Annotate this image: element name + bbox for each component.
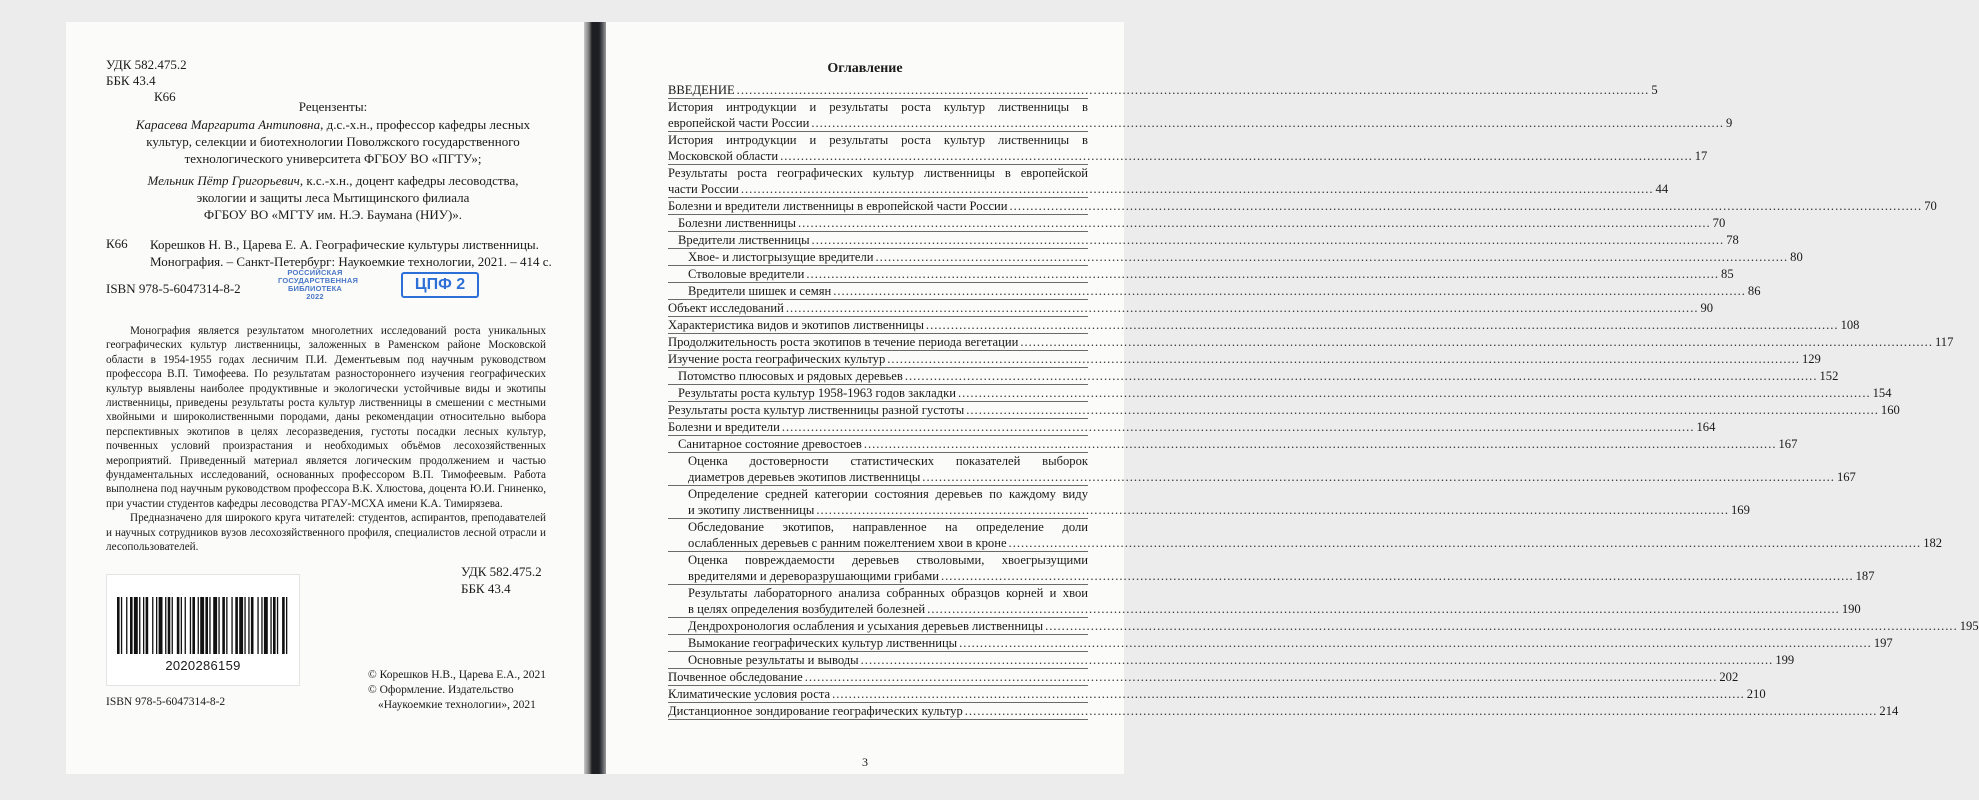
copyright-line: © Оформление. Издательство [368, 684, 514, 696]
toc-entry [668, 368, 1839, 385]
barcode-bar [130, 597, 133, 654]
abstract [106, 324, 546, 555]
toc-page-number: 190 [1841, 602, 1861, 616]
reviewer-2-name: Мельник Пётр Григорьевич [147, 173, 300, 188]
toc-leader-dots: ............................................................................................................................................................................................................................ [927, 602, 1840, 616]
toc-leader-dots: ............................................................................................................................................................................................................................ [1020, 335, 1933, 349]
toc-entry [668, 519, 1943, 552]
toc-leader-dots: ............................................................................................................................................................................................................................ [832, 687, 1745, 701]
toc-entry-text: Дендрохронология ослабления и усыхания деревьев лиственницы [688, 619, 1044, 633]
author-mark: К66 [154, 89, 176, 104]
toc-entry-text: Болезни и вредители лиственницы в европейской части России [668, 199, 1008, 213]
barcode-bar [121, 597, 122, 654]
barcode-bar [181, 597, 182, 654]
toc-leader-dots: ............................................................................................................................................................................................................................ [804, 670, 1718, 684]
toc-entry-text: Хвое- и листогрызущие вредители [688, 250, 874, 264]
barcode-bar [177, 597, 180, 654]
catalog-line-1: Корешков Н. В., Царева Е. А. Географические культуры лиственницы. [150, 237, 539, 252]
toc-entry-text: в целях определения возбудителей болезней [688, 602, 926, 616]
toc-entry-text: Болезни и вредители [668, 420, 780, 434]
toc-page-number: 117 [1934, 335, 1954, 349]
toc-entry-text: Вредители лиственницы [678, 233, 810, 247]
toc-entry-text: Почвенное обследование [668, 670, 803, 684]
reviewers-title: Рецензенты: [298, 99, 368, 114]
toc-entry [668, 486, 1750, 519]
udk-block-bottom [461, 563, 542, 597]
toc-leader-dots: ............................................................................................................................................................................................................................ [1009, 199, 1923, 213]
toc-title: Оглавление [827, 61, 903, 76]
library-stamp-line: РОССИЙСКАЯ [287, 268, 343, 277]
barcode-bar [248, 597, 249, 654]
right-page [606, 22, 1979, 774]
table-of-contents [668, 82, 1979, 720]
toc-entry-text: Результаты роста культур 1958-1963 годов закладки [678, 386, 956, 400]
toc-entry-text: Оценка повреждаемости деревьев стволовыми, хвоегрызущими [688, 553, 1088, 567]
reviewer-2 [102, 172, 564, 223]
toc-page-number: 154 [1872, 386, 1892, 400]
bbk-code: ББК 43.4 [461, 581, 511, 596]
barcode-bar [143, 597, 144, 654]
toc-entry [668, 99, 1733, 132]
reviewer-1-line-3: технологического университета ФГБОУ ВО «ПГТУ»; [184, 151, 482, 166]
toc-entry [668, 82, 1658, 99]
toc-entry [668, 232, 1739, 249]
toc-leader-dots: ............................................................................................................................................................................................................................ [816, 503, 1729, 517]
toc-page-number: 202 [1719, 670, 1739, 684]
abstract-paragraph-1: Монография является результатом многолетних исследований роста уникальных географических культур лиственницы, заложенных в Раменском районе Московской области в 1954-1955 годах лесничим П.И. Дементьевым под научным руководством профессора В.П. Тимофеева. По результатам разностороннего изучения географических культур выявлены наиболее продуктивные и экологически устойчивые виды и экотипы лиственницы, приведены результаты роста культур лиственницы в смешении с местными хвойными и широколиственными породами, даны рекомендации относительно выбора перспективных экотипов в целях лесоразведения, густоты посадки лесных культур, почвенных условий произрастания и необходимых объёмов лесохозяйственных мероприятий. Приведенный материал является логическим продолжением и частью фундаментальных исследований, основанных профессором В.П. Тимофеевым. Работа выполнена под научным руководством профессора В.К. Хлюстова, доцента Ю.И. Гниненко, при участии студентов кафедры лесоводства РГАУ-МСХА имени К.А. Тимирязева. [106, 325, 546, 510]
toc-leader-dots: ............................................................................................................................................................................................................................ [957, 386, 1871, 400]
reviewer-1-line-1: , д.с.-х.н., профессор кафедры лесных [320, 117, 531, 132]
toc-entry [668, 686, 1766, 703]
toc-entry-text: Характеристика видов и экотипов лиственницы [668, 318, 924, 332]
isbn-bottom: ISBN 978-5-6047314-8-2 [106, 696, 226, 708]
udk-code: УДК 582.475.2 [106, 57, 187, 72]
reviewer-1 [102, 116, 564, 167]
barcode-bar [205, 597, 208, 654]
toc-leader-dots: ............................................................................................................................................................................................................................ [964, 704, 1878, 718]
toc-entry [668, 419, 1716, 436]
toc-entry [668, 215, 1726, 232]
barcode-bar [168, 597, 171, 654]
toc-entry-text: Дистанционное зондирование географических культур [668, 704, 963, 718]
toc-entry [668, 351, 1821, 368]
barcode-bar [226, 597, 227, 654]
toc-entry [668, 165, 1669, 198]
barcode-bar [156, 597, 157, 654]
toc-entry [668, 669, 1739, 686]
barcode-bar [192, 597, 195, 654]
toc-leader-dots: ............................................................................................................................................................................................................................ [863, 437, 1777, 451]
toc-entry [668, 635, 1893, 652]
barcode-bar [264, 597, 268, 654]
toc-page-number: 214 [1879, 704, 1899, 718]
catalog-entry [150, 236, 552, 270]
toc-entry-text: Объект исследований [668, 301, 784, 315]
barcode-bar [218, 597, 219, 654]
barcode-bar [270, 597, 271, 654]
toc-leader-dots: ............................................................................................................................................................................................................................ [736, 83, 1650, 97]
barcode-bar [117, 597, 120, 654]
library-stamp-line: БИБЛИОТЕКА [287, 284, 343, 293]
toc-leader-dots: ............................................................................................................................................................................................................................ [922, 470, 1835, 484]
toc-entry [668, 300, 1714, 317]
barcode-bar [185, 597, 186, 654]
barcode-bar [200, 597, 204, 654]
toc-entry-text: Обследование экотипов, направленное на определение доли [688, 520, 1088, 534]
toc-leader-dots: ............................................................................................................................................................................................................................ [1008, 536, 1922, 550]
toc-entry [668, 334, 1954, 351]
toc-entry-text: Вредители шишек и семян [688, 284, 832, 298]
barcode-bar [277, 597, 278, 654]
left-page [66, 22, 584, 774]
barcode-bar [235, 597, 238, 654]
toc-page-number: 9 [1725, 116, 1733, 130]
toc-leader-dots: ............................................................................................................................................................................................................................ [887, 352, 1800, 366]
toc-entry-text: Продолжительность роста экотипов в течение периода вегетации [668, 335, 1019, 349]
barcode-bar [172, 597, 173, 654]
toc-entry-text: и экотипу лиственницы [688, 503, 815, 517]
toc-entry-text: Болезни лиственницы [678, 216, 796, 230]
toc-entry [668, 317, 1860, 334]
toc-page-number: 86 [1747, 284, 1761, 298]
toc-leader-dots: ............................................................................................................................................................................................................................ [780, 149, 1693, 163]
toc-page-number: 152 [1819, 369, 1839, 383]
toc-leader-dots: ............................................................................................................................................................................................................................ [860, 653, 1774, 667]
toc-page-number: 44 [1655, 182, 1669, 196]
toc-entry [668, 402, 1900, 419]
library-stamp-line: 2022 [306, 292, 324, 301]
copyright-line: © Корешков Н.В., Царева Е.А., 2021 [368, 669, 547, 681]
toc-leader-dots: ............................................................................................................................................................................................................................ [798, 216, 1711, 230]
toc-entry [668, 283, 1761, 300]
toc-entry-text: Потомство плюсовых и рядовых деревьев [678, 369, 903, 383]
barcode-bar [273, 597, 276, 654]
toc-entry-text: Московской области [668, 149, 779, 163]
toc-entry-text: ослабленных деревьев с ранним пожелтением хвои в кроне [688, 536, 1007, 550]
barcode-bar [222, 597, 225, 654]
toc-entry [668, 552, 1875, 585]
toc-page-number: 5 [1651, 83, 1658, 97]
reviewer-2-line-3: ФГБОУ ВО «МГТУ им. Н.Э. Баумана (НИУ)». [203, 207, 463, 222]
toc-page-number: 187 [1855, 569, 1875, 583]
barcode-bar [126, 597, 127, 654]
toc-entry-text: Результаты роста географических культур лиственницы в европейской [668, 166, 1088, 180]
toc-entry [668, 585, 1861, 618]
toc-leader-dots: ............................................................................................................................................................................................................................ [740, 182, 1654, 196]
toc-page-number: 169 [1731, 503, 1750, 517]
toc-entry-text: Оценка достоверности статистических показателей выборок [688, 454, 1088, 468]
toc-leader-dots: ............................................................................................................................................................................................................................ [1045, 619, 1958, 633]
toc-page-number: 108 [1840, 318, 1860, 332]
barcode-bar [231, 597, 232, 654]
toc-leader-dots: ............................................................................................................................................................................................................................ [875, 250, 1789, 264]
barcode-bar [134, 597, 138, 654]
toc-entry-text: вредителями и дереворазрушающими грибами [688, 569, 939, 583]
catalog-line-2: Монография. – Санкт-Петербург: Наукоемкие технологии, 2021. – 414 с. [150, 254, 552, 269]
toc-page-number: 160 [1880, 403, 1900, 417]
barcode-bar [286, 597, 287, 654]
toc-page-number: 17 [1694, 149, 1708, 163]
toc-page-number: 129 [1801, 352, 1821, 366]
toc-page-number: 85 [1721, 267, 1734, 281]
toc-page-number: 78 [1726, 233, 1739, 247]
toc-entry-text: Изучение роста географических культур [668, 352, 886, 366]
toc-entry-text: европейской части России [668, 116, 810, 130]
toc-page-number: 199 [1775, 653, 1795, 667]
toc-page-number: 80 [1790, 250, 1803, 264]
toc-entry [668, 453, 1856, 486]
toc-entry [668, 618, 1979, 635]
toc-entry [668, 703, 1899, 720]
toc-entry-text: Вымокание географических культур лиственницы [688, 636, 958, 650]
toc-page-number: 167 [1836, 470, 1856, 484]
toc-leader-dots: ............................................................................................................................................................................................................................ [925, 318, 1839, 332]
toc-entry [668, 266, 1734, 283]
toc-entry-text: диаметров деревьев экотипов лиственницы [688, 470, 921, 484]
copyright-block [368, 668, 546, 713]
toc-leader-dots: ............................................................................................................................................................................................................................ [959, 636, 1872, 650]
toc-leader-dots: ............................................................................................................................................................................................................................ [785, 301, 1699, 315]
barcode-bar [282, 597, 285, 654]
toc-leader-dots: ............................................................................................................................................................................................................................ [811, 233, 1725, 247]
barcode-bar [239, 597, 243, 654]
toc-entry-text: Определение средней категории состояния деревьев по каждому виду [688, 487, 1088, 501]
reviewer-1-name: Карасева Маргарита Антиповна [135, 117, 321, 132]
toc-entry-text: части России [668, 182, 739, 196]
barcode-bar [244, 597, 245, 654]
toc-entry-text: Стволовые вредители [688, 267, 805, 281]
barcode-bar [198, 597, 199, 654]
book-spine [584, 22, 606, 774]
barcode-sticker [106, 574, 300, 686]
toc-page-number: 167 [1778, 437, 1798, 451]
barcode-bar [139, 597, 140, 654]
barcode-bar [257, 597, 258, 654]
toc-leader-dots: ............................................................................................................................................................................................................................ [811, 116, 1724, 130]
toc-entry-text: Санитарное состояние древостоев [678, 437, 862, 451]
barcode-bar [261, 597, 262, 654]
toc-entry [668, 198, 1937, 215]
isbn-top: ISBN 978-5-6047314-8-2 [106, 281, 241, 296]
barcode-bar [213, 597, 217, 654]
toc-leader-dots: ............................................................................................................................................................................................................................ [904, 369, 1818, 383]
barcode-bar [152, 597, 153, 654]
toc-page-number: 195 [1959, 619, 1979, 633]
toc-entry-text: ВВЕДЕНИЕ [668, 83, 735, 97]
barcode-bar [146, 597, 149, 654]
toc-entry [668, 436, 1798, 453]
bbk-code: ББК 43.4 [106, 73, 156, 88]
toc-entry-text: Климатические условия роста [668, 687, 831, 701]
library-stamp [278, 268, 359, 301]
toc-entry-text: Основные результаты и выводы [688, 653, 859, 667]
barcode-bar [209, 597, 210, 654]
toc-page-number: 210 [1746, 687, 1766, 701]
toc-page-number: 197 [1873, 636, 1893, 650]
cpf-stamp: ЦПФ 2 [401, 272, 479, 298]
toc-entry [668, 385, 1892, 402]
copyright-line: «Наукоемкие технологии», 2021 [378, 699, 536, 711]
toc-entry [668, 652, 1795, 669]
toc-leader-dots: ............................................................................................................................................................................................................................ [940, 569, 1854, 583]
reviewer-2-line-2: экологии и защиты леса Мытищинского филиала [196, 190, 470, 205]
page-number: 3 [862, 755, 868, 769]
toc-page-number: 182 [1923, 536, 1943, 550]
toc-page-number: 70 [1924, 199, 1937, 213]
toc-entry-text: Результаты лабораторного анализа собранных образцов корней и хвои [688, 586, 1088, 600]
toc-entry-text: История интродукции и результаты роста культур лиственницы в [668, 133, 1088, 147]
toc-entry-text: Результаты роста культур лиственницы разной густоты [668, 403, 965, 417]
toc-leader-dots: ............................................................................................................................................................................................................................ [781, 420, 1695, 434]
reviewer-2-line-1: , к.с.-х.н., доцент кафедры лесоводства, [299, 173, 519, 188]
barcode-bar [251, 597, 254, 654]
toc-entry [668, 249, 1803, 266]
barcode-bar [165, 597, 166, 654]
toc-leader-dots: ............................................................................................................................................................................................................................ [806, 267, 1720, 281]
toc-page-number: 70 [1712, 216, 1726, 230]
toc-entry-text: История интродукции и результаты роста культур лиственницы в [668, 100, 1088, 114]
reviewer-1-line-2: культур, селекции и биотехнологии Поволжского государственного [146, 134, 520, 149]
catalog-author-mark: К66 [106, 236, 128, 251]
udk-code: УДК 582.475.2 [461, 564, 542, 579]
toc-page-number: 164 [1696, 420, 1716, 434]
toc-entry [668, 132, 1708, 165]
toc-page-number: 90 [1700, 301, 1714, 315]
barcode-number: 2020286159 [165, 658, 241, 673]
barcode-bar [190, 597, 191, 654]
toc-leader-dots: ............................................................................................................................................................................................................................ [833, 284, 1746, 298]
abstract-paragraph-2: Предназначено для широкого круга читателей: студентов, аспирантов, преподавателей и научных сотрудников вузов лесохозяйственного профиля, специалистов лесной отрасли и лесопользователей. [106, 512, 546, 554]
toc-leader-dots: ............................................................................................................................................................................................................................ [966, 403, 1879, 417]
library-stamp-line: ГОСУДАРСТВЕННАЯ [278, 276, 359, 285]
barcode-bar [159, 597, 163, 654]
barcode-icon [117, 597, 289, 654]
